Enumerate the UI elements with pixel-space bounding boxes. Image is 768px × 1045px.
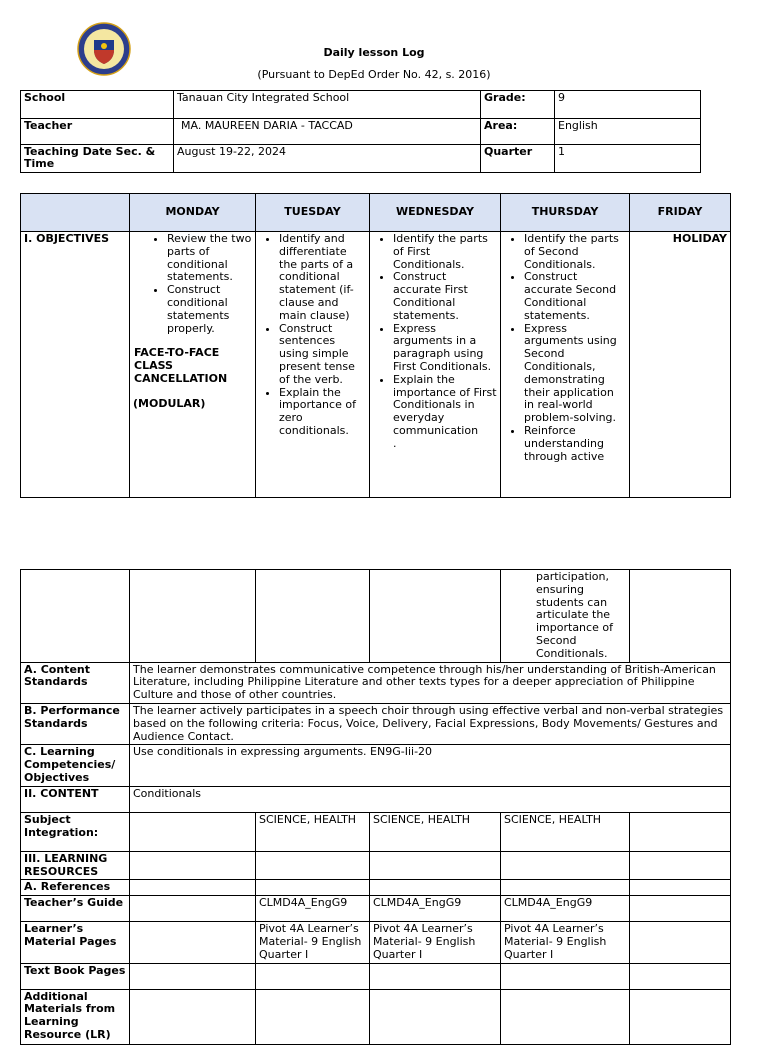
teachers-guide-wednesday: CLMD4A_EngG9 [370, 896, 501, 922]
learning-competencies-label: C. Learning Competencies/ Objectives [21, 745, 130, 786]
teachers-guide-tuesday: CLMD4A_EngG9 [256, 896, 370, 922]
empty-cell [130, 989, 256, 1044]
day-header-monday: MONDAY [130, 194, 256, 232]
grade-label: Grade: [481, 91, 555, 119]
day-header-wednesday: WEDNESDAY [370, 194, 501, 232]
teachers-guide-thursday: CLMD4A_EngG9 [501, 896, 630, 922]
empty-cell [256, 989, 370, 1044]
school-value: Tanauan City Integrated School [174, 91, 481, 119]
empty-cell [256, 851, 370, 880]
learning-competencies-text: Use conditionals in expressing arguments. EN9G-Iii-20 [130, 745, 731, 786]
school-label: School [21, 91, 174, 119]
empty-cell [501, 963, 630, 989]
empty-cell [130, 851, 256, 880]
empty-cell [130, 963, 256, 989]
teaching-date-value: August 19-22, 2024 [174, 145, 481, 173]
day-header-friday: FRIDAY [630, 194, 731, 232]
quarter-value: 1 [555, 145, 701, 173]
empty-cell [370, 880, 501, 896]
empty-cell [501, 851, 630, 880]
list-item: • Construct accurate First Conditional statements. [393, 271, 497, 322]
list-item: • Explain the importance of First Conditionals in everyday communication [393, 374, 497, 438]
day-header-tuesday: TUESDAY [256, 194, 370, 232]
subject-integration-tuesday: SCIENCE, HEALTH [256, 812, 370, 851]
quarter-label: Quarter [481, 145, 555, 173]
document-title: Daily lesson Log [323, 46, 425, 59]
modular-note: (MODULAR) [133, 396, 206, 410]
empty-cell [370, 963, 501, 989]
list-item: • Identify and differentiate the parts of a conditional statement (if-clause and main clause) [279, 233, 366, 323]
class-cancellation-note: FACE-TO-FACE CLASS CANCELLATION [134, 346, 228, 385]
empty-cell [370, 989, 501, 1044]
empty-cell [501, 989, 630, 1044]
empty-cell [630, 570, 731, 663]
empty-cell [630, 963, 731, 989]
thursday-objectives [501, 232, 630, 498]
empty-cell [501, 880, 630, 896]
performance-standards-text: The learner actively participates in a speech choir through using effective verbal and non-verbal strategies based on the following criteria: Focus, Voice, Delivery, Facial Expressions, Body Movements/ Gestures and Audience Contact. [130, 703, 731, 744]
list-item: • Reinforce understanding through active [524, 425, 626, 463]
wednesday-objectives [370, 232, 501, 498]
empty-cell [630, 989, 731, 1044]
weekly-objectives-table [20, 193, 731, 498]
performance-standards-label: B. Performance Standards [21, 703, 130, 744]
area-value: English [555, 119, 701, 145]
empty-cell [130, 922, 256, 963]
empty-cell [256, 570, 370, 663]
learners-material-tuesday: Pivot 4A Learner’s Material- 9 English Quarter I [256, 922, 370, 963]
empty-cell [370, 851, 501, 880]
weekly-plan-continuation-table [20, 569, 731, 1045]
empty-cell [630, 851, 731, 880]
list-item: • Construct sentences using simple present tense of the verb. [279, 323, 366, 387]
tuesday-objectives [256, 232, 370, 498]
monday-objectives [130, 232, 256, 498]
thursday-objectives-continued: participation, ensuring students can articulate the importance of Second Conditionals. [501, 570, 630, 663]
empty-cell [370, 570, 501, 663]
empty-cell [21, 570, 130, 663]
objectives-label: I. OBJECTIVES [21, 232, 130, 498]
empty-cell [630, 922, 731, 963]
corner-header-cell [21, 194, 130, 232]
friday-holiday: HOLIDAY [630, 232, 731, 498]
teacher-label: Teacher [21, 119, 174, 145]
additional-materials-label: Additional Materials from Learning Resource (LR) [21, 989, 130, 1044]
learners-material-wednesday: Pivot 4A Learner’s Material- 9 English Quarter I [370, 922, 501, 963]
content-label: II. CONTENT [21, 786, 130, 812]
empty-cell [130, 812, 256, 851]
empty-cell [256, 880, 370, 896]
list-item: • Review the two parts of conditional statements. [167, 233, 252, 284]
learners-material-label: Learner’s Material Pages [21, 922, 130, 963]
empty-cell [630, 812, 731, 851]
trailing-period: . [393, 436, 397, 450]
list-item: • Identify the parts of First Conditionals. [393, 233, 497, 271]
empty-cell [630, 880, 731, 896]
list-item: • Construct conditional statements properly. [167, 284, 252, 335]
empty-cell [130, 896, 256, 922]
document-subtitle: (Pursuant to DepEd Order No. 42, s. 2016) [257, 68, 491, 81]
list-item: • Express arguments in a paragraph using First Conditionals. [393, 323, 497, 374]
subject-integration-wednesday: SCIENCE, HEALTH [370, 812, 501, 851]
subject-integration-label: Subject Integration: [21, 812, 130, 851]
empty-cell [130, 880, 256, 896]
references-label: A. References [21, 880, 130, 896]
teacher-value: MA. MAUREEN DARIA - TACCAD [174, 119, 481, 145]
list-item: • Construct accurate Second Conditional statements. [524, 271, 626, 322]
content-text: Conditionals [130, 786, 731, 812]
teaching-date-label: Teaching Date Sec. & Time [21, 145, 174, 173]
list-item: • Explain the importance of zero conditionals. [279, 387, 366, 438]
list-item: • Identify the parts of Second Conditionals. [524, 233, 626, 271]
textbook-pages-label: Text Book Pages [21, 963, 130, 989]
learning-resources-label: III. LEARNING RESOURCES [21, 851, 130, 880]
deped-seal-logo [77, 22, 131, 76]
content-standards-text: The learner demonstrates communicative competence through his/her understanding of British-American Literature, including Philippine Literature and other texts types for a deeper appreciation of Philippine Culture and those of other countries. [130, 662, 731, 703]
teachers-guide-label: Teacher’s Guide [21, 896, 130, 922]
learners-material-thursday: Pivot 4A Learner’s Material- 9 English Quarter I [501, 922, 630, 963]
info-table [20, 90, 701, 173]
grade-value: 9 [555, 91, 701, 119]
list-item: • Express arguments using Second Conditionals, demonstrating their application in real-world problem-solving. [524, 323, 626, 425]
empty-cell [256, 963, 370, 989]
area-label: Area: [481, 119, 555, 145]
day-header-thursday: THURSDAY [501, 194, 630, 232]
empty-cell [130, 570, 256, 663]
empty-cell [630, 896, 731, 922]
subject-integration-thursday: SCIENCE, HEALTH [501, 812, 630, 851]
content-standards-label: A. Content Standards [21, 662, 130, 703]
